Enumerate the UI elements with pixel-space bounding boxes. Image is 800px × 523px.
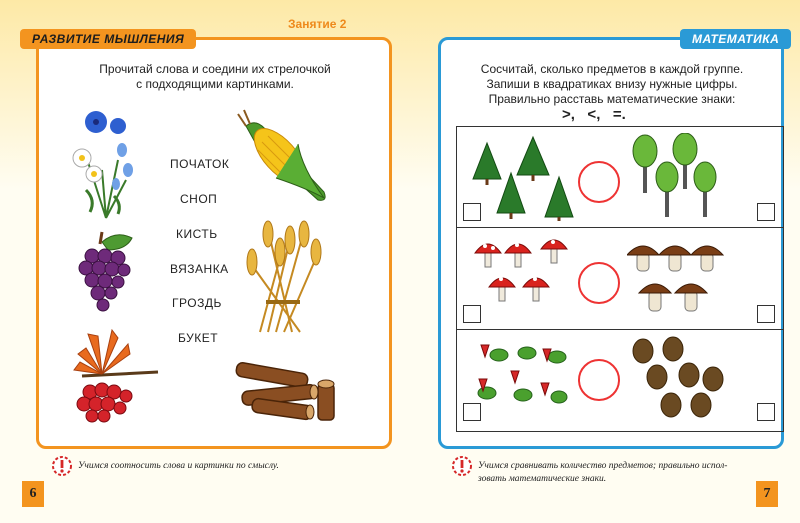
right-instruction	[444, 62, 780, 122]
wheat-sheaf-icon	[240, 218, 330, 336]
counting-grid	[456, 126, 784, 432]
math-signs: >, <, =.	[562, 106, 626, 123]
word-kist: КИСТЬ	[176, 227, 218, 241]
strawberry-plant-icon	[471, 335, 575, 421]
count-box-cones-right[interactable]	[757, 403, 775, 421]
compare-circle-1[interactable]	[578, 161, 620, 203]
fir-tree-icon	[469, 133, 589, 221]
birch-tree-icon	[629, 133, 719, 217]
corn-cob-icon	[236, 108, 336, 208]
word-grozd: ГРОЗДЬ	[172, 296, 222, 310]
word-buket: БУКЕТ	[178, 331, 219, 345]
fly-agaric-icon	[471, 235, 571, 315]
page-number-right: 7	[756, 481, 778, 507]
right-section-tag: МАТЕМАТИКА	[680, 29, 791, 49]
count-box-trees-left[interactable]	[463, 203, 481, 221]
right-footnote-line-2: зовать математические знаки.	[478, 474, 607, 484]
attention-icon	[52, 456, 72, 476]
porcini-mushroom-icon	[627, 239, 727, 317]
right-footnote-line-1: Учимся сравнивать количество предметов; правильно испол-	[478, 461, 728, 471]
word-pochatok: ПОЧАТОК	[170, 157, 230, 171]
attention-icon-right	[452, 456, 472, 476]
count-box-mushrooms-left[interactable]	[463, 305, 481, 323]
lesson-number: Занятие 2	[288, 17, 347, 31]
compare-circle-3[interactable]	[578, 359, 620, 401]
left-instruction	[40, 62, 390, 92]
grape-bunch-icon	[72, 228, 142, 318]
page-number-left: 6	[22, 481, 44, 507]
left-section-tag: РАЗВИТИЕ МЫШЛЕНИЯ	[20, 29, 196, 49]
compare-circle-2[interactable]	[578, 262, 620, 304]
count-box-trees-right[interactable]	[757, 203, 775, 221]
left-instruction-line-2: с подходящими картинками.	[136, 77, 294, 91]
cornflower-bouquet-icon	[66, 100, 148, 220]
right-footnote	[478, 460, 727, 486]
grid-row-mushrooms	[457, 229, 783, 330]
right-instruction-line-1: Сосчитай, сколько предметов в каждой группе.	[480, 62, 744, 76]
firewood-bundle-icon	[232, 358, 344, 428]
rowan-branch-icon	[72, 326, 162, 430]
right-instruction-line-3: Правильно расставь математические знаки:	[488, 92, 736, 106]
word-vyazanka: ВЯЗАНКА	[170, 262, 229, 276]
grid-row-berries	[457, 331, 783, 431]
word-snop: СНОП	[180, 192, 218, 206]
pine-cone-icon	[627, 335, 727, 421]
left-footnote: Учимся соотносить слова и картинки по смыслу.	[78, 461, 279, 471]
grid-row-trees	[457, 127, 783, 228]
count-box-mushrooms-right[interactable]	[757, 305, 775, 323]
count-box-berries-left[interactable]	[463, 403, 481, 421]
right-instruction-line-2: Запиши в квадратиках внизу нужные цифры.	[486, 77, 738, 91]
left-instruction-line-1: Прочитай слова и соедини их стрелочкой	[99, 62, 331, 76]
